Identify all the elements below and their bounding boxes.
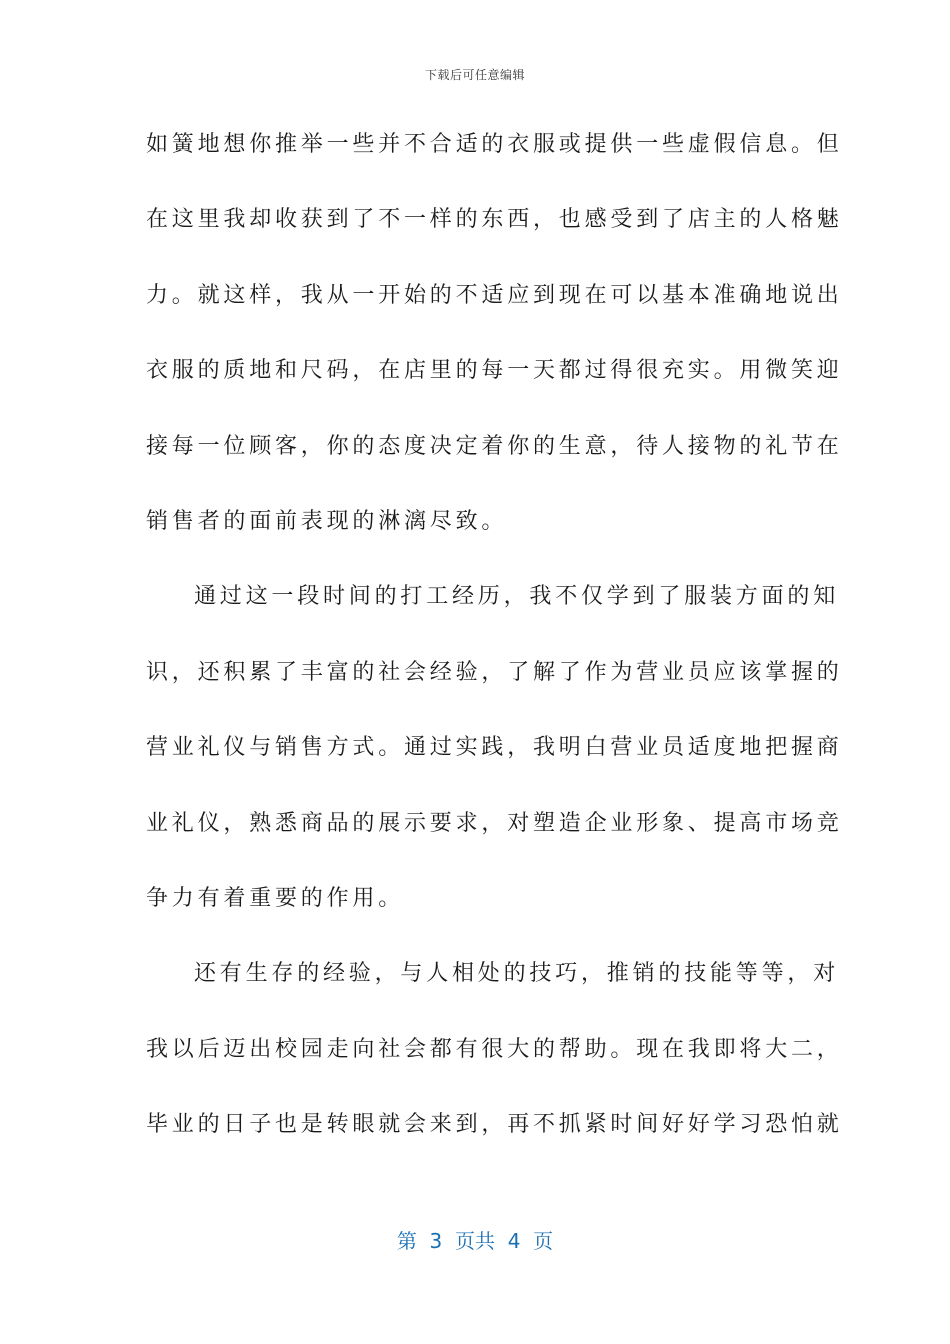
text-line: 识，还积累了丰富的社会经验，了解了作为营业员应该掌握的 [146, 659, 843, 685]
text-line: 业礼仪，熟悉商品的展示要求，对塑造企业形象、提高市场竞 [146, 810, 843, 836]
paragraph-first-line: 通过这一段时间的打工经历，我不仅学到了服装方面的知 [194, 584, 840, 610]
text-line: 在这里我却收获到了不一样的东西，也感受到了店主的人格魅 [146, 207, 843, 233]
text-line: 接每一位顾客，你的态度决定着你的生意，待人接物的礼节在 [146, 433, 843, 459]
page-header: 下载后可任意编辑 [424, 68, 525, 82]
text-line: 营业礼仪与销售方式。通过实践，我明白营业员适度地把握商 [146, 735, 843, 761]
text-line: 销售者的面前表现的淋漓尽致。 [146, 508, 508, 534]
page-number: 第 3 页共 4 页 [396, 1229, 554, 1253]
text-line: 如簧地想你推举一些并不合适的衣服或提供一些虚假信息。但 [146, 132, 843, 157]
text-line: 力。就这样，我从一开始的不适应到现在可以基本准确地说出 [146, 282, 843, 308]
text-line: 衣服的质地和尺码，在店里的每一天都过得很充实。用微笑迎 [146, 358, 843, 384]
paragraph-first-line: 还有生存的经验，与人相处的技巧，推销的技能等等，对 [194, 961, 840, 987]
text-line: 毕业的日子也是转眼就会来到，再不抓紧时间好好学习恐怕就 [146, 1112, 843, 1138]
text-line: 我以后迈出校园走向社会都有很大的帮助。现在我即将大二， [146, 1036, 843, 1062]
document-body [146, 125, 843, 1180]
text-line: 争力有着重要的作用。 [146, 885, 405, 911]
